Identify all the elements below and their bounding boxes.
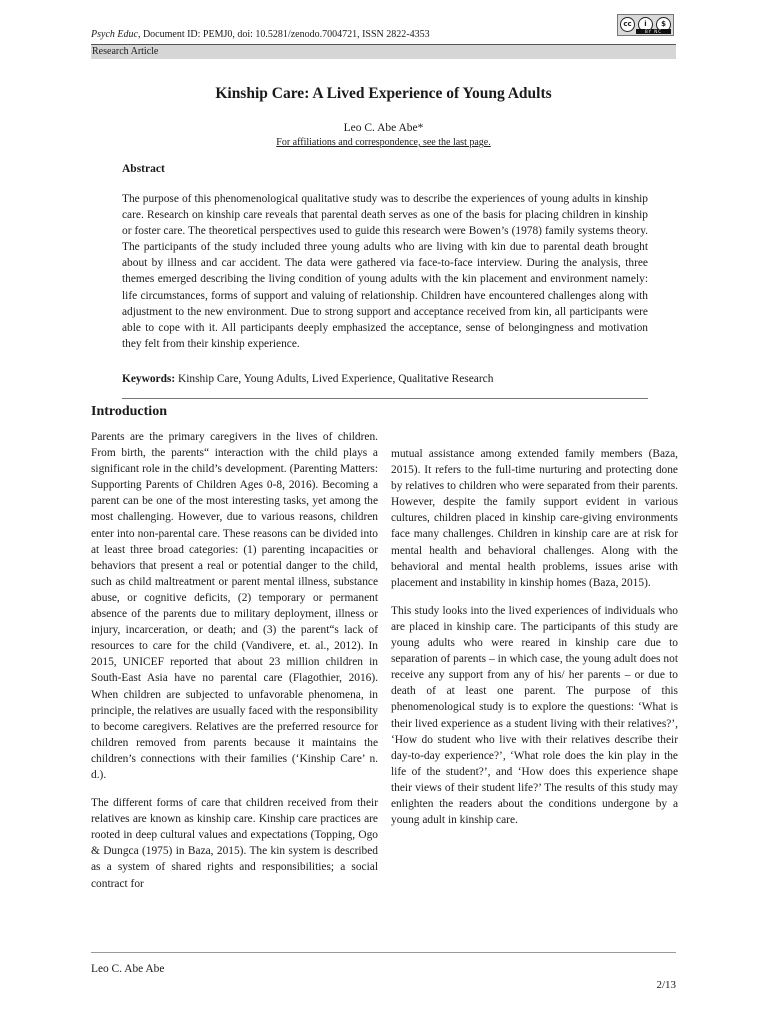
paragraph: mutual assistance among extended family members (Baza, 2015). It refers to the full-time nurturing and protecting done by relatives to children who were separated from their parents. However, despite the family support evident in various cultures, children placed in kinship care-giving environments face many challenges. Children in kinship care are at risk for mental health and behavioral challenges. Along with the behavioral and mental health problems, issues arise with placement and instability in kinship homes (Baza, 2015). xyxy=(391,448,678,589)
author-name: Leo C. Abe Abe* xyxy=(343,122,424,134)
attribution-icon: i xyxy=(638,17,653,32)
article-type: Research Article xyxy=(92,46,159,57)
section-divider xyxy=(122,398,648,399)
keywords-label: Keywords: xyxy=(122,373,176,385)
journal-meta: , Document ID: PEMJ0, doi: 10.5281/zenodo.7004721, ISSN 2822-4353 xyxy=(137,29,430,40)
journal-name: Psych Educ xyxy=(91,29,138,40)
cc-license-badge[interactable] xyxy=(617,14,674,36)
keywords-line xyxy=(122,373,493,385)
abstract-heading: Abstract xyxy=(122,163,165,175)
article-type-bar xyxy=(91,44,676,59)
paragraph: Parents are the primary caregivers in the lives of children. From birth, the parents“ interaction with the child plays a significant role in the child’s development. (Parenting Matters: Supporting Parents of Children Ages 0-8, 2016). Becoming a parent can be one of the most interesting tasks, yet among the most challenging. However, due to various reasons, children enter into non-parental care. These reasons can be divided into at least three broad categories: (1) parenting incapacities or behaviors that present a real or potential danger to the child, such as child maltreatment or parent mental illness, substance abuse, or cognitive deficits, (2) temporary or permanent absence of the parents due to military deployment, illness or injury, incarceration, or death; and (3) the parent“s lack of resources to care for the child (Vandivere, et. al., 2012). In 2015, UNICEF reported that about 23 million children in South-East Asia have no parental care (Flagothier, 2016). When children are subjected to unfavorable phenomena, in principle, the relatives are usually faced with the responsibility to become caregivers. Relatives are the preferred resource for children removed from parents because it maintains the children’s connections with their families (‘Kinship Care’ n. d.). xyxy=(91,431,378,781)
cc-icon: cc xyxy=(620,17,635,32)
page-number: 2/13 xyxy=(656,979,676,991)
paragraph: The different forms of care that children received from their relatives are known as kinship care. Kinship care practices are rooted in deep cultural values and expectations (Topping, Ogo & Dungca (1975) in Baza, 2015). The kin system is described as a system of shared rights and responsibilities; a social contract for xyxy=(91,797,378,890)
abstract-text: The purpose of this phenomenological qualitative study was to describe the experiences of young adults in kinship care. Research on kinship care reveals that parental death serves as one of the basis for placing children in kinship or foster care. The theoretical perspectives used to guide this research were Bowen’s (1978) family systems theory. The participants of the study included three young adults who are living with kin due to parental death brought about by illness and car accident. The data were gathered via face-to-face interview. During the analysis, three themes emerged describing the living condition of young adults with the kin placement and environment namely: life circumstances, forms of support and valuing of relationship. Children have encountered challenges along with adjustment to the new environment. Due to strong support and acceptance received from kin, all participants were able to cope with it. All participants deeply emphasized the acceptance, sense of belongingness and motivation they felt from their kinship experience. xyxy=(122,193,648,350)
license-strip: BY NC xyxy=(636,29,671,34)
paragraph: This study looks into the lived experiences of individuals who are placed in kinship care. The participants of this study are young adults who were reared in kinship care due to separation of parents – in which case, the young adult does not receive any support from any of his/ her parents – or due to death of at least one parent. The purpose of this phenomenological study is to explore the questions: ‘What is their lived experience as a student living with their relatives?’, ‘How do student who live with their relatives describe their day-to-day experience?’, ‘What role does the kin play in the life of the student?’, and ‘How does this experience shape their views of their student life?’ The results of this study may enlighten the readers about the conditions undergone by a young adult in kinship care. xyxy=(391,604,678,827)
footer-author: Leo C. Abe Abe xyxy=(91,963,165,975)
paper-title: Kinship Care: A Lived Experience of Young Adults xyxy=(215,85,552,102)
keywords-text: Kinship Care, Young Adults, Lived Experience, Qualitative Research xyxy=(175,373,494,385)
journal-citation xyxy=(91,29,430,40)
footer-divider xyxy=(91,952,676,953)
noncommercial-icon: $ xyxy=(656,17,671,32)
right-column xyxy=(391,446,678,840)
left-column xyxy=(91,429,378,904)
affiliation-link[interactable]: For affiliations and correspondence, see the last page. xyxy=(276,137,491,148)
introduction-heading: Introduction xyxy=(91,404,167,419)
